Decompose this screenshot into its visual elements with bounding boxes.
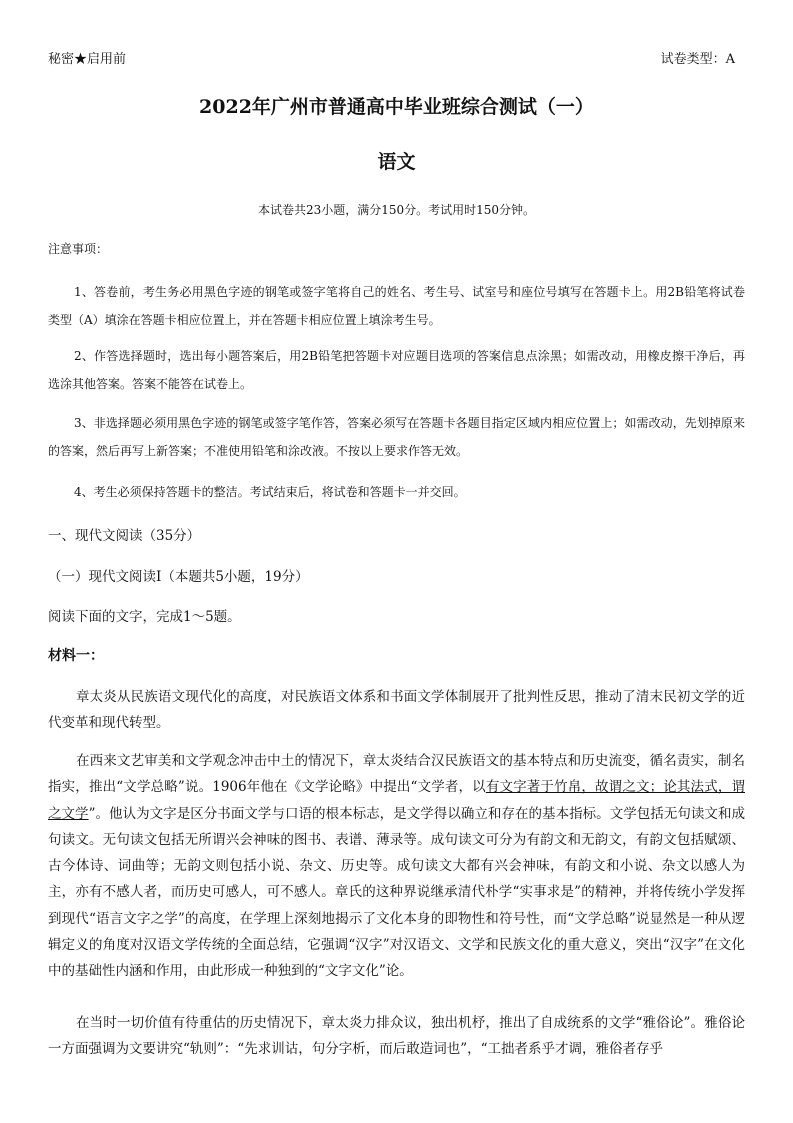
notice-item-2: 2、作答选择题时，选出每小题答案后，用2B铅笔把答题卡对应题目选项的答案信息点涂黑；如需改动，用橡皮擦干净后，再选涂其他答案。答案不能答在试卷上。 xyxy=(48,349,745,391)
reading-instruction: 阅读下面的文字，完成1～5题。 xyxy=(48,609,241,625)
secret-label: 秘密★启用前 xyxy=(48,52,127,67)
paper-type-label: 试卷类型：A xyxy=(660,52,735,67)
subject-title: 语文 xyxy=(377,151,416,173)
notice-item-3: 3、非选择题必须用黑色字迹的钢笔或签字笔作答，答案必须写在答题卡各题目指定区域内相应位置上；如需改动，先划掉原来的答案，然后再写上新答案；不准使用铅笔和涂改液。不按以上要求作答无效。 xyxy=(48,416,745,458)
body-paragraph-3: 在当时一切价值有待重估的历史情况下，章太炎力排众议，独出机杼，推出了自成统系的文学“雅俗论”。雅俗论一方面强调为文要讲究“轨则”：“先求训诂，句分字析，而后敢造词也”，“工拙者系乎才调，雅俗者存乎 xyxy=(48,1015,745,1058)
underlined-quote: 有文字著于竹帛，故谓之文；论其法式，谓之文学 xyxy=(48,779,746,822)
exam-info: 本试卷共23小题，满分150分。考试用时150分钟。 xyxy=(257,203,536,217)
exam-title: 2022年广州市普通高中毕业班综合测试（一） xyxy=(199,96,594,118)
section-heading: 一、现代文阅读（35分） xyxy=(48,528,201,544)
para2-text-a: 在西来文艺审美和文学观念冲击中土的情况下，章太炎结合汉民族语文的基本特点和历史流变，循名责实，制名指实，推出“文学总略”说。1906年他在《文学论略》中提出“文学者，以 xyxy=(48,753,745,796)
subsection-heading: （一）现代文阅读I（本题共5小题，19分） xyxy=(48,569,309,585)
para2-text-b: ”。他认为文字是区分书面文学与口语的根本标志，是文学得以确立和存在的基本指标。文学包括无句读文和成句读文。无句读文包括无所谓兴会神味的图书、表谱、薄录等。成句读文可分为有韵文和无韵文，有韵文包括赋颂、古今体诗、词曲等；无韵文则包括小说、杂文、历史等。成句读文大都有兴会神味，有韵文和小说、杂文以感人为主，亦有不感人者，而历史可感人，可不感人。章氏的这种界说继承清代朴学“实事求是”的精神，并将传统小学发挥到现代“语言文字之学”的高度，在学理上深刻地揭示了文化本身的即物性和符号性，而“文学总略”说显然是一种从逻辑定义的角度对汉语文学传统的全面总结，它强调“汉字”对汉语文、文学和民族文化的重大意义，突出“汉字”在文化中的基础性内涵和作用，由此形成一种独到的“文字文化”论。 xyxy=(48,805,745,980)
material-label: 材料一： xyxy=(48,648,104,664)
notice-item-4: 4、考生必须保持答题卡的整洁。考试结束后，将试卷和答题卡一并交回。 xyxy=(74,485,466,499)
body-paragraph-1: 章太炎从民族语文现代化的高度，对民族语文体系和书面文学体制展开了批判性反思，推动了清末民初文学的近代变革和现代转型。 xyxy=(48,689,745,732)
notice-item-1: 1、答卷前，考生务必用黑色字迹的钢笔或签字笔将自己的姓名、考生号、试室号和座位号填写在答题卡上。用2B铅笔将试卷类型（A）填涂在答题卡相应位置上，并在答题卡相应位置上填涂考生号。 xyxy=(48,285,745,327)
body-paragraph-2 xyxy=(48,748,745,985)
notice-heading: 注意事项： xyxy=(48,242,109,256)
